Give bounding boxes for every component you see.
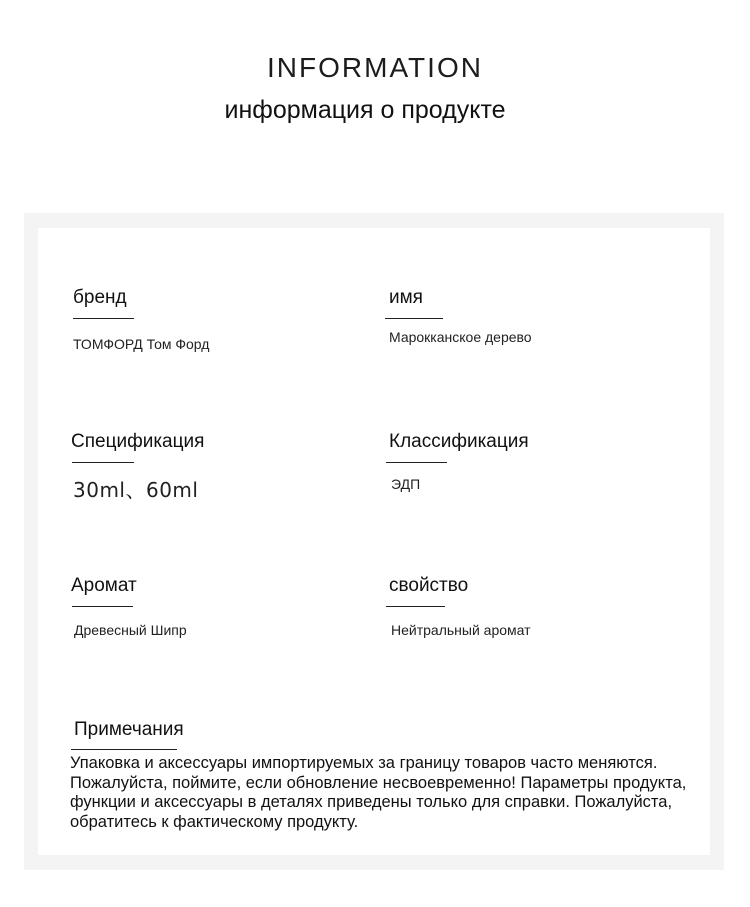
field-property-label: свойство	[389, 575, 469, 596]
field-brand-label: бренд	[73, 287, 127, 308]
field-property	[389, 575, 531, 638]
notes-text: Упаковка и аксессуары импортируемых за границу товаров часто меняются. Пожалуйста, поймите, если обновление несвоевременно! Параметры продукта, функции и аксессуары в деталях приведены только для справки. Пожалуйста, обратитесь к фактическому продукту.	[70, 754, 687, 831]
field-spec-value: 30ml、60ml	[73, 478, 199, 502]
field-brand	[73, 287, 209, 352]
field-classification-underline	[386, 462, 447, 463]
page-title: INFORMATION	[267, 52, 483, 83]
field-notes	[74, 719, 184, 750]
field-aroma	[71, 575, 187, 638]
field-notes-label: Примечания	[74, 719, 184, 740]
field-property-underline	[386, 606, 445, 607]
field-property-value: Нейтральный аромат	[391, 622, 531, 638]
field-brand-value: ТОМФОРД Том Форд	[73, 336, 210, 352]
field-spec	[71, 431, 204, 503]
field-classification	[389, 431, 529, 492]
field-spec-label: Спецификация	[71, 431, 205, 452]
field-name-label: имя	[389, 287, 423, 308]
field-brand-underline	[73, 318, 134, 319]
field-aroma-underline	[72, 606, 133, 607]
field-name-value: Марокканское дерево	[389, 329, 532, 345]
field-aroma-label: Аромат	[71, 575, 137, 596]
page-subtitle: информация о продукте	[224, 96, 506, 124]
field-name-underline	[385, 318, 443, 319]
field-name	[389, 287, 532, 345]
field-notes-underline	[71, 749, 177, 750]
field-classification-value: ЭДП	[391, 476, 421, 492]
field-classification-label: Классификация	[389, 431, 529, 452]
field-spec-underline	[72, 462, 134, 463]
field-aroma-value: Древесный Шипр	[74, 622, 187, 638]
